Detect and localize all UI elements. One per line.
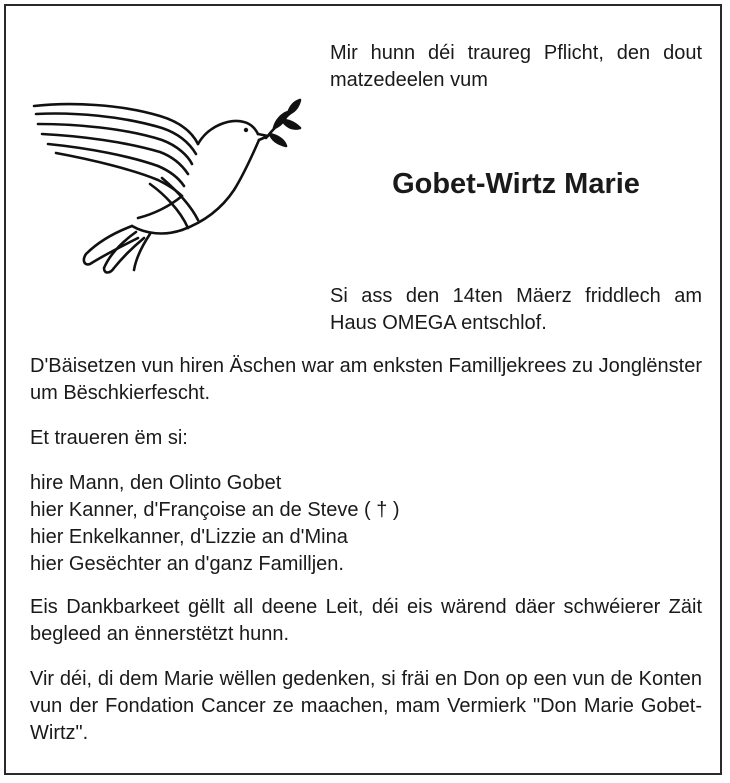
donation-paragraph: Vir déi, di dem Marie wëllen gedenken, si fräi en Don op een vun de Konten vun der Fondation Cancer ze maachen, mam Vermierk "Don Marie Gobet-Wirtz".	[30, 668, 702, 744]
mourners-list	[30, 470, 702, 578]
mourners-intro: Et traueren ëm si:	[30, 427, 188, 449]
thanks-paragraph: Eis Dankbarkeet gëllt all deene Leit, déi eis wärend däer schwéierer Zäit begleed an ënnerstëtzt hunn.	[30, 596, 702, 645]
mourner-line: hier Kanner, d'Françoise an de Steve ( † )	[30, 499, 400, 521]
mourner-line: hier Gesëchter an d'ganz Familljen.	[30, 553, 344, 575]
funeral-paragraph: D'Bäisetzen vun hiren Äschen war am enksten Familljekrees zu Jonglënster um Bëschkierfescht.	[30, 355, 702, 404]
mourner-line: hier Enkelkanner, d'Lizzie an d'Mina	[30, 526, 348, 548]
mourner-line: hire Mann, den Olinto Gobet	[30, 472, 282, 494]
intro-text: Mir hunn déi traureg Pflicht, den dout matzedeelen vum	[330, 42, 702, 91]
deceased-name: Gobet-Wirtz Marie	[392, 168, 640, 200]
dove-with-olive-branch-icon	[30, 98, 302, 278]
death-notice: Si ass den 14ten Mäerz friddlech am Haus OMEGA entschlof.	[330, 285, 702, 334]
